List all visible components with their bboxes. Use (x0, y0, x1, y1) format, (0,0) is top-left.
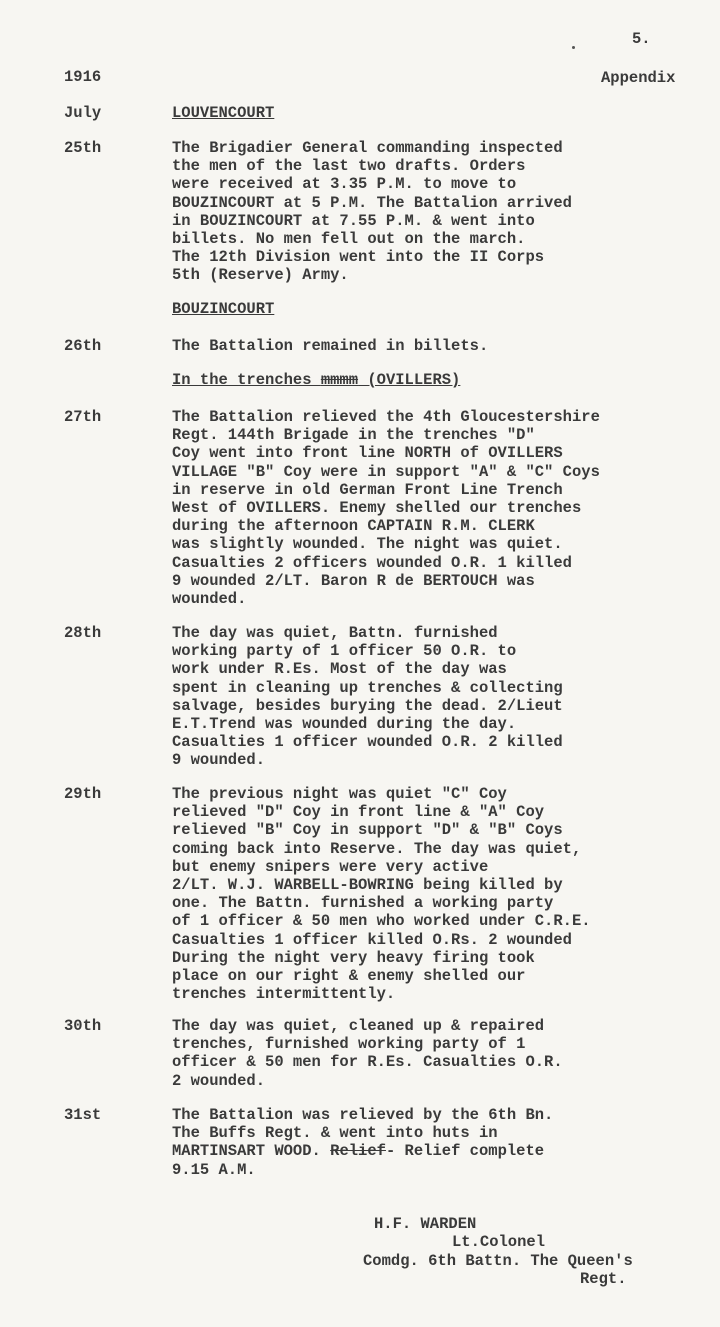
struck-word: Relief (330, 1142, 386, 1161)
entry-line: the men of the last two drafts. Orders (172, 157, 526, 176)
heading-trenches-text: In the trenches (172, 371, 321, 389)
entry-line: During the night very heavy firing took (172, 948, 535, 967)
heading-bouzincourt: BOUZINCOURT (172, 300, 275, 318)
entry-line: The Battalion remained in billets. (172, 337, 489, 355)
entry-text-29 (172, 785, 712, 1003)
entry-line: in reserve in old German Front Line Trench (172, 480, 563, 499)
entry-date-28: 28th (64, 624, 102, 642)
entry-line: The 12th Division went into the II Corps (172, 248, 545, 267)
paper-mark (572, 46, 575, 49)
entry-line: 9 wounded. (172, 751, 266, 770)
heading-trenches-strikeout: mmmm (320, 371, 359, 389)
entry-line: BOUZINCOURT at 5 P.M. The Battalion arrived (172, 193, 572, 212)
entry-line: 9.15 A.M. (172, 1160, 256, 1179)
entry-line: The day was quiet, cleaned up & repaired (172, 1017, 545, 1035)
entry-line: 2/LT. W.J. WARBELL-BOWRING being killed by (172, 876, 563, 895)
entry-line: 5th (Reserve) Army. (172, 266, 349, 285)
entry-line: trenches intermittently. (172, 985, 396, 1004)
entry-line-with-strikeout (172, 1142, 712, 1160)
page-number: 5. (632, 30, 651, 48)
entry-line: billets. No men fell out on the march. (172, 230, 526, 249)
entry-line: work under R.Es. Most of the day was (172, 660, 507, 679)
entry-line: Casualties 2 officers wounded O.R. 1 killed (172, 553, 572, 572)
entry-line: Casualties 1 officer wounded O.R. 2 killed (172, 733, 563, 752)
signature-command: Comdg. 6th Battn. The Queen's (363, 1252, 633, 1270)
entry-date-31: 31st (64, 1106, 102, 1124)
heading-louvencourt: LOUVENCOURT (172, 104, 275, 122)
entry-line: spent in cleaning up trenches & collecting (172, 678, 563, 697)
entry-line: but enemy snipers were very active (172, 857, 489, 876)
entry-line: The day was quiet, Battn. furnished (172, 624, 498, 642)
entry-date-29: 29th (64, 785, 102, 803)
appendix-label: Appendix (601, 69, 676, 87)
entry-line: The previous night was quiet "C" Coy (172, 785, 507, 803)
entry-line: in BOUZINCOURT at 7.55 P.M. & went into (172, 211, 535, 230)
entry-line: of 1 officer & 50 men who worked under C.R.E. (172, 912, 591, 931)
entry-text-fragment: - Relief complete (385, 1142, 545, 1161)
entry-text-28 (172, 624, 712, 770)
entry-line: working party of 1 officer 50 O.R. to (172, 642, 517, 661)
entry-line: during the afternoon CAPTAIN R.M. CLERK (172, 517, 535, 536)
entry-line: salvage, besides burying the dead. 2/Lieut (172, 696, 563, 715)
signature-regt: Regt. (580, 1270, 627, 1288)
signature-rank: Lt.Colonel (452, 1233, 546, 1251)
entry-line: Casualties 1 officer killed O.Rs. 2 wounded (172, 930, 572, 949)
entry-line: 2 wounded. (172, 1071, 266, 1090)
entry-line: The Battalion relieved the 4th Gloucestershire (172, 408, 600, 426)
entry-line: E.T.Trend was wounded during the day. (172, 715, 517, 734)
entry-line: VILLAGE "B" Coy were in support "A" & "C" Coys (172, 462, 600, 481)
entry-date-30: 30th (64, 1017, 102, 1035)
entry-line: The Buffs Regt. & went into huts in (172, 1124, 498, 1143)
entry-line: place on our right & enemy shelled our (172, 967, 526, 986)
entry-date-27: 27th (64, 408, 102, 426)
heading-trenches-place: (OVILLERS) (358, 371, 461, 389)
entry-text-fragment: MARTINSART WOOD. (172, 1142, 331, 1161)
entry-line: were received at 3.35 P.M. to move to (172, 175, 517, 194)
month: July (64, 104, 102, 122)
entry-text-31 (172, 1106, 712, 1179)
entry-line: trenches, furnished working party of 1 (172, 1035, 526, 1054)
entry-date-26: 26th (64, 337, 102, 355)
entry-line: Coy went into front line NORTH of OVILLERS (172, 444, 563, 463)
entry-text-25 (172, 139, 712, 285)
entry-text-27 (172, 408, 712, 608)
entry-line: West of OVILLERS. Enemy shelled our trenches (172, 499, 582, 518)
entry-line: Regt. 144th Brigade in the trenches "D" (172, 426, 535, 445)
heading-trenches (172, 371, 460, 389)
entry-line: wounded. (172, 590, 247, 609)
entry-line: relieved "B" Coy in support "D" & "B" Coys (172, 821, 563, 840)
entry-text-26 (172, 337, 712, 355)
entry-text-30 (172, 1017, 712, 1090)
entry-line: officer & 50 men for R.Es. Casualties O.R. (172, 1053, 563, 1072)
entry-line: The Battalion was relieved by the 6th Bn. (172, 1106, 554, 1124)
entry-line: coming back into Reserve. The day was quiet, (172, 839, 582, 858)
entry-line: relieved "D" Coy in front line & "A" Coy (172, 803, 545, 822)
entry-line: The Brigadier General commanding inspected (172, 139, 563, 157)
entry-line: 9 wounded 2/LT. Baron R de BERTOUCH was (172, 571, 535, 590)
year: 1916 (64, 68, 102, 86)
signature-name: H.F. WARDEN (374, 1215, 477, 1233)
entry-line: one. The Battn. furnished a working party (172, 894, 554, 913)
entry-line: was slightly wounded. The night was quiet. (172, 535, 563, 554)
entry-date-25: 25th (64, 139, 102, 157)
